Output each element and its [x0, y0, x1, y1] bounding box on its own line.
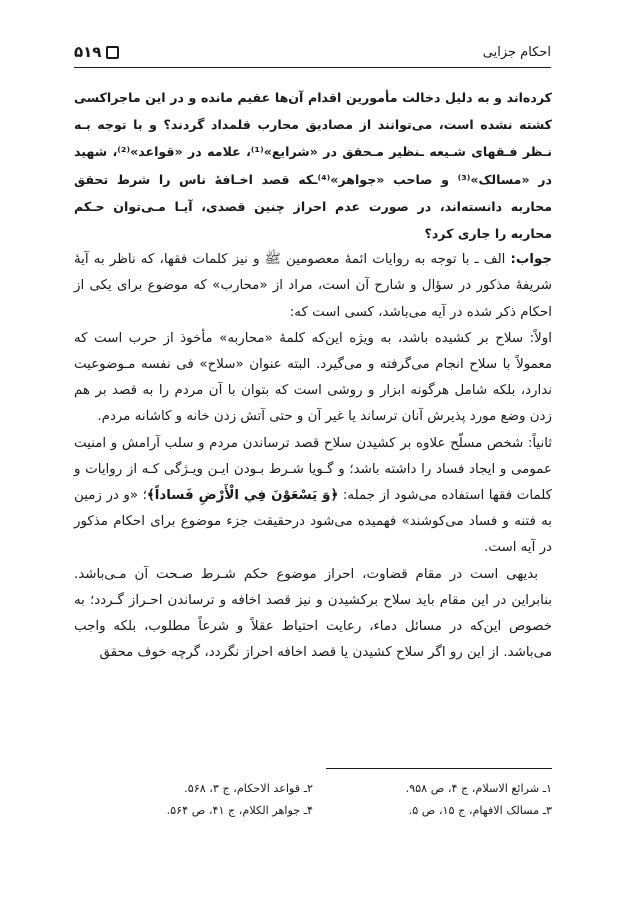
footnote-row	[74, 778, 552, 800]
first-condition-paragraph: اولاً: سلاح بر کشیده باشد، به ویژه این‌که کلمهٔ «محاربه» مأخوذ از حرب است که معمولاً با سلاح انجام می‌گرفته و می‌گیرد. البته عنوان «سلاح» فی نفسه مـوضوعیت ندارد، بلکه شامل هرگونه ابزار و روشی است که بتوان با آن مردم را به قصد بر هم زدن وضع مورد پذیرش آنان ترساند یا غیر آن و حتی آتش زدن خانه و کاشانه مردم.	[74, 330, 552, 425]
header-title: احکام جزایی	[482, 44, 551, 60]
third-paragraph: بدیهی است در مقام قضاوت، احراز موضوع حکم شـرط صـحت آن مـی‌باشد. بنابراین در این مقام باید سلاح برکشیدن و نیز قصد اخافه و ترساندن احـراز گـردد؛ به خصوص این‌که در مسائل دماء، رعایت احتیاط عقلاً و شرعاً مطلوب، بلکه واجب می‌باشد. از این رو اگر سلاح کشیدن یا قصد اخافه احراز نگردد، گرچه خوف محقق	[74, 566, 552, 661]
footnote-3: ۳ـ مسالک الافهام، ج ۱۵، ص ۵.	[408, 804, 552, 817]
footnote-4: ۴ـ جواهر الکلام، ج ۴۱، ص ۵۶۴.	[166, 804, 313, 817]
footnote-1: ۱ـ شرائع الاسلام، ج ۴، ص ۹۵۸.	[405, 782, 552, 795]
footnote-2: ۲ـ قواعد الاحکام، ج ۳، ۵۶۸.	[184, 782, 313, 795]
footnote-rule	[326, 768, 552, 769]
page-number: ۵۱۹	[74, 43, 102, 61]
answer-intro-paragraph	[74, 247, 552, 326]
second-condition-text: ثانیاً: شخص مسلّح علاوه بر کشیدن سلاح قصد ترساندن مردم و سلب آرامش و امنیت عمومی و ایجاد فساد را داشته باشد؛ و گـویا شـرط بـودن ایـن ویـژگی کـه از روایات و کلمات فقها استفاده می‌شود از جمله:	[74, 435, 552, 504]
answer-label: جواب:	[510, 252, 552, 268]
answer-intro: الف ـ با توجه به روایات ائمهٔ معصومین ﷺ و نیز کلمات فقها، که ناظر به آیهٔ شریفهٔ مذکور در سؤال و شارح آن است، مراد از «محارب» که موضوع برای یکی از احکام ذکر شده در آیه می‌باشد، کسی است که:	[74, 252, 552, 320]
square-ornament-icon	[106, 46, 119, 59]
footnotes	[74, 778, 552, 822]
header-rule	[74, 67, 551, 68]
question-paragraph: کرده‌اند و به دلیل دخالت مأمورین اقدام آن‌ها عقیم مانده و در این ماجراکسی کشته نشده است، می‌توانند از مصادیق محارب قلمداد گردند؟ و با توجه بـه نـظر فـقهای شـیعه ـنظیر مـحقق در «شرایع»⁽¹⁾، علامه در «قواعد»⁽²⁾، شهید در «مسالک»⁽³⁾ و صاحب «جواهر»⁽⁴⁾ـکه قصد اخـافهٔ ناس را شرط تحقق محاربه دانسته‌اند، در صورت عدم احراز چنین قصدی، آیـا مـی‌توان حـکم محاربه را جاری کرد؟	[74, 90, 552, 242]
page-number-block	[74, 43, 119, 61]
quran-verse: ﴿وَ يَسْعَوْنَ فِي الْأَرْضِ فَساداً﴾	[146, 488, 339, 504]
second-condition-continuation: ؛ «و در زمین به فتنه و فساد می‌کوشند» فهمیده می‌شود درحقیقت جزء موضوع برای احکام مذکور در آیه است.	[74, 488, 552, 556]
footnote-row	[74, 800, 552, 822]
second-condition-paragraph	[74, 431, 552, 562]
body-text	[74, 84, 552, 666]
running-header	[74, 40, 551, 64]
